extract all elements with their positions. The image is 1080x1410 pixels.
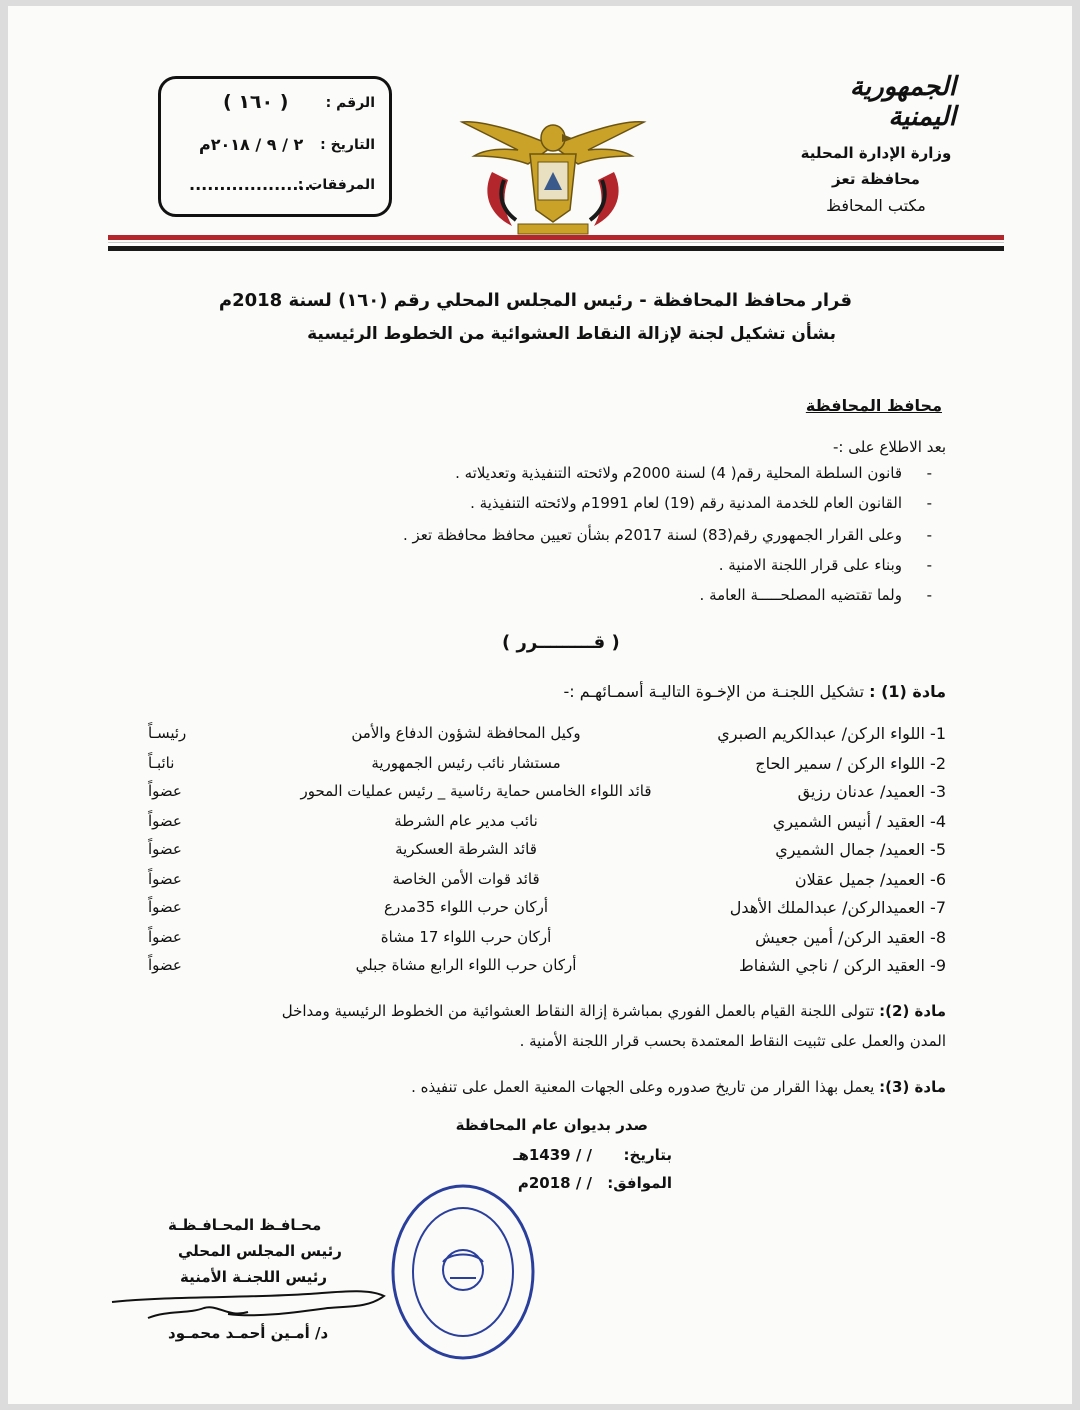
decree-page [8, 6, 1072, 1404]
decision-heading: ( قـــــــــرر ) [502, 632, 620, 653]
yemen-eagle-emblem-icon [458, 110, 648, 242]
member-row: 4- العقيد / أنيس الشميري نائب مدير عام الشرطة عضواً [148, 812, 946, 831]
member-row: 9- العقيد الركن / ناجي الشفاط أركان حرب اللواء الرابع مشاة جبلي عضواً [148, 956, 946, 975]
article-2: مادة (2): تتولى اللجنة القيام بالعمل الفوري بمباشرة إزالة النقاط العشوائية من الخطوط الرئيسية ومداخل [281, 1002, 946, 1020]
member-row: 2- اللواء الركن / سمير الحاج مستشار نائب رئيس الجمهورية نائبـاً [148, 754, 946, 773]
ministry-name: وزارة الإدارة المحلية [800, 144, 952, 162]
consideration-item: - ولما تقتضيه المصلحـــــة العامة . [699, 586, 932, 604]
article-2-continued: المدن والعمل على تثبيت النقاط المعتمدة بحسب قرار اللجنة الأمنية . [519, 1032, 946, 1050]
member-row: 8- العقيد الركن/ أمين جعيش أركان حرب اللواء 17 مشاة عضواً [148, 928, 946, 947]
stripe-red [108, 235, 1004, 240]
consideration-item: - وعلى القرار الجمهوري رقم(83) لسنة 2017م بشأن تعيين محافظ محافظة تعز . [402, 526, 932, 544]
signature-council: رئيس المجلس المحلي [178, 1242, 342, 1260]
attachments-value: ..................... [189, 175, 317, 194]
member-row: 7- العميدالركن/ عبدالملك الأهدل أركان حرب اللواء 35مدرع عضواً [148, 898, 946, 917]
signature-title: محـافـظ المحـافـظـة [168, 1216, 322, 1234]
consideration-item: - قانون السلطة المحلية رقم( 4) لسنة 2000م ولائحته التنفيذية وتعديلاته . [455, 464, 932, 482]
signature-committee: رئيس اللجنـة الأمنية [180, 1268, 328, 1286]
member-row: 5- العميد/ جمال الشميري قائد الشرطة العسكرية عضواً [148, 840, 946, 859]
preamble: بعد الاطلاع على :- [832, 438, 946, 456]
issued-at: صدر بديوان عام المحافظة [455, 1116, 648, 1134]
member-row: 6- العميد/ جميل عقلان قائد قوات الأمن الخاصة عضواً [148, 870, 946, 889]
date-value: ٢ / ٩ / ٢٠١٨م [199, 135, 304, 154]
decree-title: قرار محافظ المحافظة - رئيس المجلس المحلي رقم (١٦٠) لسنة 2018م [218, 290, 852, 311]
article-3: مادة (3): يعمل بهذا القرار من تاريخ صدوره وعلى الجهات المعنية العمل على تنفيذه . [411, 1078, 946, 1096]
office-name: مكتب المحافظ [826, 196, 926, 215]
ref-number: ( ١٦٠ ) [223, 91, 289, 113]
member-row: 3- العميد/ عدنان رزيق قائد اللواء الخامس حماية رئاسية _ رئيس عمليات المحور عضواً [148, 782, 946, 801]
hijri-date-value: / / 1439هـ [513, 1146, 592, 1164]
section-heading: محافظ المحافظة [805, 396, 942, 415]
decree-subject: بشأن تشكيل لجنة لإزالة النقاط العشوائية من الخطوط الرئيسية [307, 324, 836, 344]
date-label: التاريخ : [320, 137, 375, 153]
consideration-item: - القانون العام للخدمة المدنية رقم (19) لعام 1991م ولائحته التنفيذية . [470, 494, 932, 512]
gregorian-date-value: / / 2018م [517, 1174, 592, 1192]
gregorian-date-label: الموافق: [607, 1174, 672, 1192]
governorate-name: محافظة تعز [832, 170, 920, 188]
attachments-label: المرفقات : [297, 177, 375, 193]
member-row: 1- اللواء الركن/ عبدالكريم الصبري وكيل المحافظة لشؤون الدفاع والأمن رئيسـاً [148, 724, 946, 743]
consideration-item: - وبناء على قرار اللجنة الامنية . [718, 556, 932, 574]
official-stamp-icon [388, 1182, 538, 1362]
signatory-name: د/ أمـين أحمـد محمـود [168, 1324, 329, 1342]
stripe-black [108, 246, 1004, 251]
letterhead-right [776, 72, 976, 215]
ref-label: الرقم : [325, 95, 375, 111]
hijri-date-label: بتاريخ: [623, 1146, 672, 1164]
reference-box [158, 76, 392, 217]
article-1: مادة (1) : تشكيل اللجنـة من الإخـوة التاليـة أسمـائهـم :- [563, 682, 946, 701]
country-name: الجمهورية اليمنية [849, 72, 956, 132]
